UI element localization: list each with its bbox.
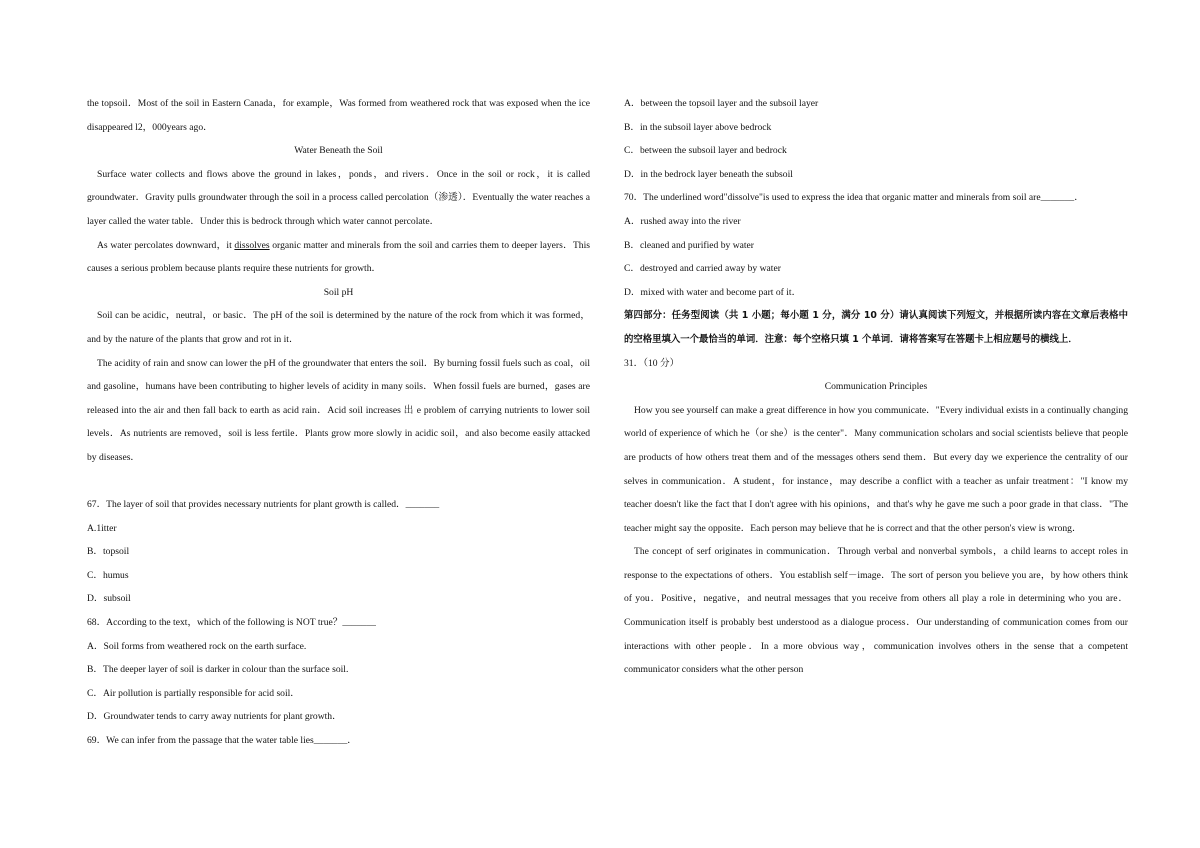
- q67-option-c: C．humus: [87, 569, 129, 581]
- question-70: 70．The underlined word"dissolve"is used to express the idea that organic matter and minerals from soil are_______．: [624, 192, 1084, 204]
- question-31-label: 31．（10 分）: [624, 357, 680, 369]
- heading-communication-principles: Communication Principles: [824, 381, 928, 393]
- right-column: [624, 92, 1128, 682]
- paragraph-communication-1: How you see yourself can make a great difference in how you communicate．"Every individual exists in a continually changing world of experience of which he（or she）is the center"．Many communication scholars and social scientists believe that people are products of how others treat them and of the messages others send them．But every day we experience the centrality of our selves in communication．A student，for instance，may describe a conflict with a teacher as unfair treatment："I know my teacher doesn't like the fact that I don't agree with his opinions，and that's why he gave me such a poor grade in that class．"The teacher might say the opposite．Each person may believe that he is correct and that the other person's view is wrong．: [624, 404, 1128, 534]
- paragraph-water-1: Surface water collects and flows above the ground in lakes，ponds，and rivers．Once in the soil or rock，it is called groundwater．Gravity pulls groundwater through the soil in a process called percolation（渗透）．Eventually the water reaches a layer called the water table．Under this is bedrock through which water cannot percolate．: [87, 168, 590, 227]
- paragraph-communication-2: The concept of serf originates in communication．Through verbal and nonverbal symbols，a child learns to accept roles in response to the expectations of others．You establish self－image．The sort of person you believe you are，by how others think of you．Positive，negative，and neutral messages that you receive from others all play a role in determining who you are．Communication itself is probably best understood as a dialogue process．Our understanding of communication comes from our interactions with other people．In a more obvious way，communication involves others in the sense that a competent communicator considers what the other person: [624, 546, 1128, 676]
- heading-soil-ph: Soil pH: [323, 286, 354, 298]
- part-four-instructions: 第四部分：任务型阅读（共 1 小题；每小题 1 分，满分 10 分）请认真阅读下列短文，并根据所读内容在文章后表格中的空格里填入一个最恰当的单词．注意：每个空格只填 1 个单词．请将答案写在答题卡上相应题号的横线上．: [624, 310, 1128, 345]
- paragraph-ph-2: The acidity of rain and snow can lower the pH of the groundwater that enters the soil．By burning fossil fuels such as coal，oil and gasoline，humans have been contributing to higher levels of acidity in many soils．When fossil fuels are burned，gases are released into the air and then fall back to earth as acid rain．Acid soil increases 出 e problem of carrying nutrients to lower soil levels．As nutrients are removed，soil is less fertile．Plants grow more slowly in acidic soil，and also become easily attacked by diseases．: [87, 357, 590, 463]
- paragraph-ph-1: Soil can be acidic，neutral，or basic．The pH of the soil is determined by the nature of the rock from which it was formed，and by the nature of the plants that grow and rot in it．: [87, 310, 590, 345]
- q70-option-d: D．mixed with water and become part of it．: [624, 286, 802, 298]
- q69-option-b: B．in the subsoil layer above bedrock: [624, 121, 772, 133]
- q68-option-c: C．Air pollution is partially responsible for acid soil．: [87, 687, 300, 699]
- q70-option-c: C．destroyed and carried away by water: [624, 263, 781, 275]
- q69-option-d: D．in the bedrock layer beneath the subsoil: [624, 168, 793, 180]
- q67-option-b: B．topsoil: [87, 546, 130, 558]
- q70-option-a: A．rushed away into the river: [624, 215, 741, 227]
- question-68: 68．According to the text，which of the following is NOT true？_______: [87, 617, 376, 629]
- paragraph-water-2-end: organic matter and minerals from the soil and carries them to deeper layers．This causes a serious problem because plants require these nutrients for growth．: [87, 239, 590, 275]
- heading-water-beneath-soil: Water Beneath the Soil: [294, 145, 383, 157]
- q69-option-c: C．between the subsoil layer and bedrock: [624, 145, 787, 157]
- left-column: [87, 92, 590, 753]
- paragraph-water-2-start: As water percolates downward，it: [97, 239, 235, 251]
- question-69: 69．We can infer from the passage that the water table lies_______．: [87, 735, 357, 747]
- q67-option-a: A.1itter: [87, 522, 117, 534]
- passage-continuation: the topsoil．Most of the soil in Eastern Canada，for example，Was formed from weathered rock that was exposed when the ice disappeared l2，000years ago．: [87, 98, 590, 133]
- question-67: 67．The layer of soil that provides necessary nutrients for plant growth is called．_______: [87, 499, 440, 511]
- q68-option-b: B．The deeper layer of soil is darker in colour than the surface soil.: [87, 664, 349, 676]
- underlined-word-dissolves: dissolves: [234, 239, 270, 251]
- q68-option-d: D．Groundwater tends to carry away nutrients for plant growth．: [87, 711, 342, 723]
- spacer: [87, 470, 590, 494]
- q67-option-d: D．subsoil: [87, 593, 131, 605]
- paragraph-water-2: [87, 234, 590, 281]
- q70-option-b: B．cleaned and purified by water: [624, 239, 754, 251]
- q69-option-a: A．between the topsoil layer and the subsoil layer: [624, 98, 819, 109]
- q68-option-a: A．Soil forms from weathered rock on the earth surface.: [87, 640, 307, 652]
